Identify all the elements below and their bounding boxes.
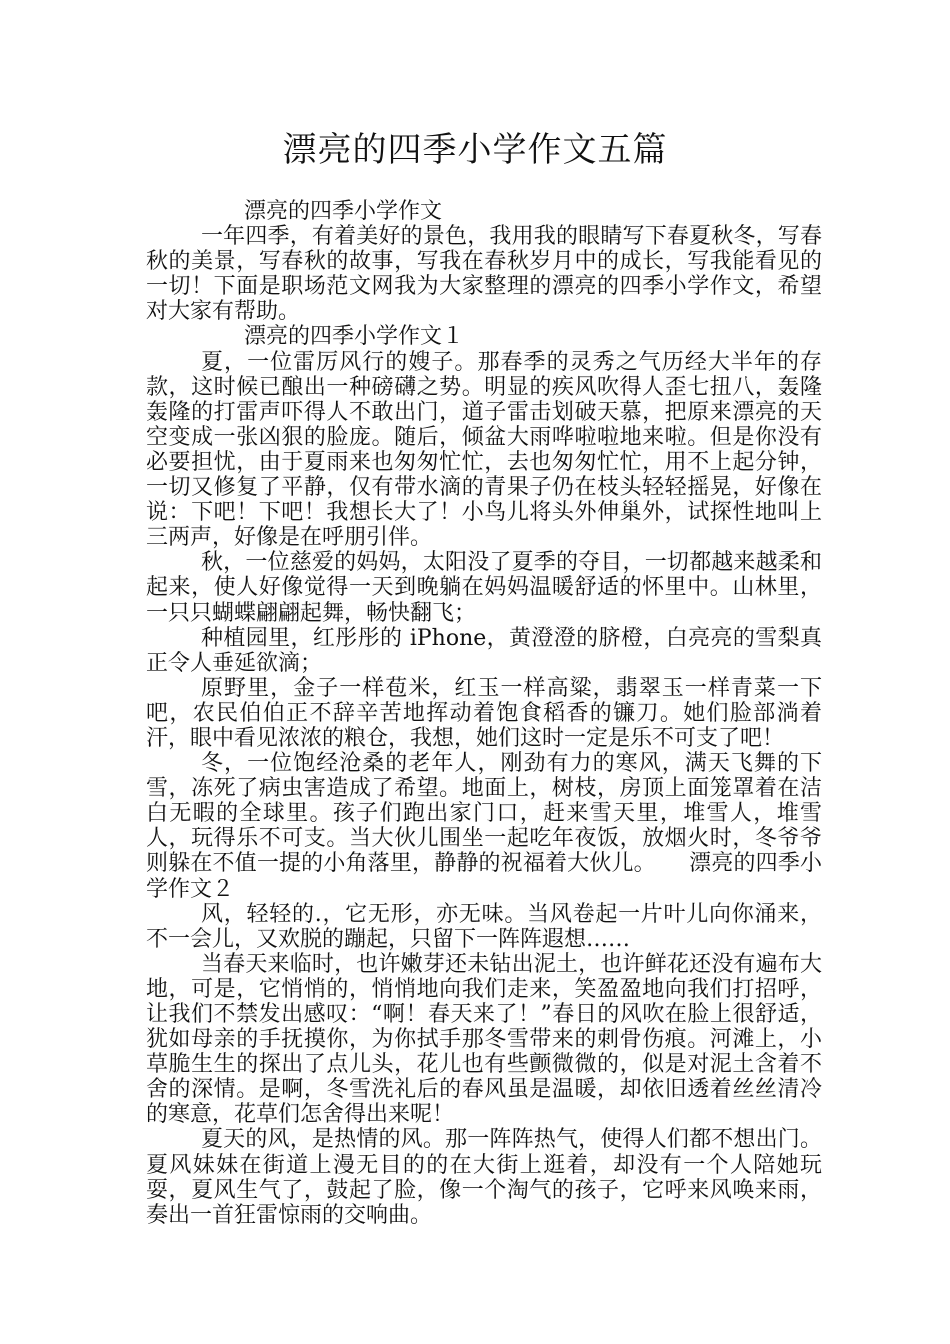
spring-wind-paragraph: 当春天来临时，也许嫩芽还未钻出泥土，也许鲜花还没有遍布大地，可是，它悄悄的，悄悄地向我们走来，笑盈盈地向我们打招呼，让我们不禁发出感叹：“啊！春天来了！”春日的风吹在脸上很舒适，犹如母亲的手抚摸你，为你拭手那冬雪带来的刺骨伤痕。河滩上，小草脆生生的探出了点儿头，花儿也有些颤微微的，似是对泥土含着不舍的深情。是啊，冬雪洗礼后的春风虽是温暖，却依旧透着丝丝清冷的寒意，花草们怎舍得出来呢！ bbox=[146, 951, 822, 1128]
essay-subtitle: 漂亮的四季小学作文 bbox=[244, 199, 443, 224]
summer-wind-paragraph: 夏天的风，是热情的风。那一阵阵热气，使得人们都不想出门。夏风妹妹在街道上漫无目的的在大街上逛着，却没有一个人陪她玩耍，夏风生气了，鼓起了脸，像一个淘气的孩子，它呼来风唤来雨，奏出一首狂雷惊雨的交响曲。 bbox=[146, 1127, 822, 1228]
autumn-paragraph: 秋，一位慈爱的妈妈，太阳没了夏季的夺目，一切都越来越柔和起来，使人好像觉得一天到晚躺在妈妈温暖舒适的怀里中。山林里，一只只蝴蝶翩翩起舞，畅快翻飞； bbox=[146, 550, 822, 626]
fields-paragraph: 原野里，金子一样苞米，红玉一样高粱，翡翠玉一样青菜一下吧，农民伯伯正不辞辛苦地挥动着饱食稻香的镰刀。她们脸部淌着汗，眼中看见浓浓的粮仓，我想，她们这时一定是乐不可支了吧！ bbox=[146, 675, 822, 751]
summer-paragraph: 夏，一位雷厉风行的嫂子。那春季的灵秀之气历经大半年的存款，这时候已酿出一种磅礴之势。明显的疾风吹得人歪七扭八，轰隆轰隆的打雷声吓得人不敢出门，道子雷击划破天慕，把原来漂亮的天空变成一张凶狠的脸庞。随后，倾盆大雨哗啦啦地来啦。但是你没有必要担忧，由于夏雨来也匆匆忙忙，去也匆匆忙忙，用不上起分钟，一切又修复了平静，仅有带水滴的青果子仍在枝头轻轻摇晃，好像在说：下吧！下吧！我想长大了！小鸟儿将头外伸巢外，试探性地叫上三两声，好像是在呼朋引伴。 bbox=[146, 349, 822, 551]
wind-paragraph: 风，轻轻的.，它无形，亦无味。当风卷起一片叶儿向你涌来，不一会儿，又欢脱的蹦起，只留下一阵阵遐想…… bbox=[146, 901, 822, 952]
essay-1-heading: 漂亮的四季小学作文１ bbox=[244, 324, 465, 350]
orchard-paragraph: 种植园里，红彤彤的 iPhone，黄澄澄的脐橙，白亮亮的雪梨真正令人垂延欲滴； bbox=[146, 625, 822, 676]
document-title: 漂亮的四季小学作文五篇 bbox=[282, 130, 668, 170]
document-body bbox=[146, 199, 822, 1228]
winter-paragraph: 冬，一位饱经沧桑的老年人，刚劲有力的寒风，满天飞舞的下雪，冻死了病虫害造成了希望。地面上，树枝，房顶上面笼罩着在洁白无暇的全球里。孩子们跑出家门口，赶来雪天里，堆雪人，堆雪人，玩得乐不可支。当大伙儿围坐一起吃年夜饭，放烟火时，冬爷爷则躲在不值一提的小角落里，静静的祝福着大伙儿。 漂亮的四季小学作文２ bbox=[146, 751, 822, 902]
intro-paragraph: 一年四季，有着美好的景色，我用我的眼睛写下春夏秋冬，写春秋的美景，写春秋的故事，写我在春秋岁月中的成长，写我能看见的一切！下面是职场范文网我为大家整理的漂亮的四季小学作文，希望对大家有帮助。 bbox=[146, 224, 822, 325]
